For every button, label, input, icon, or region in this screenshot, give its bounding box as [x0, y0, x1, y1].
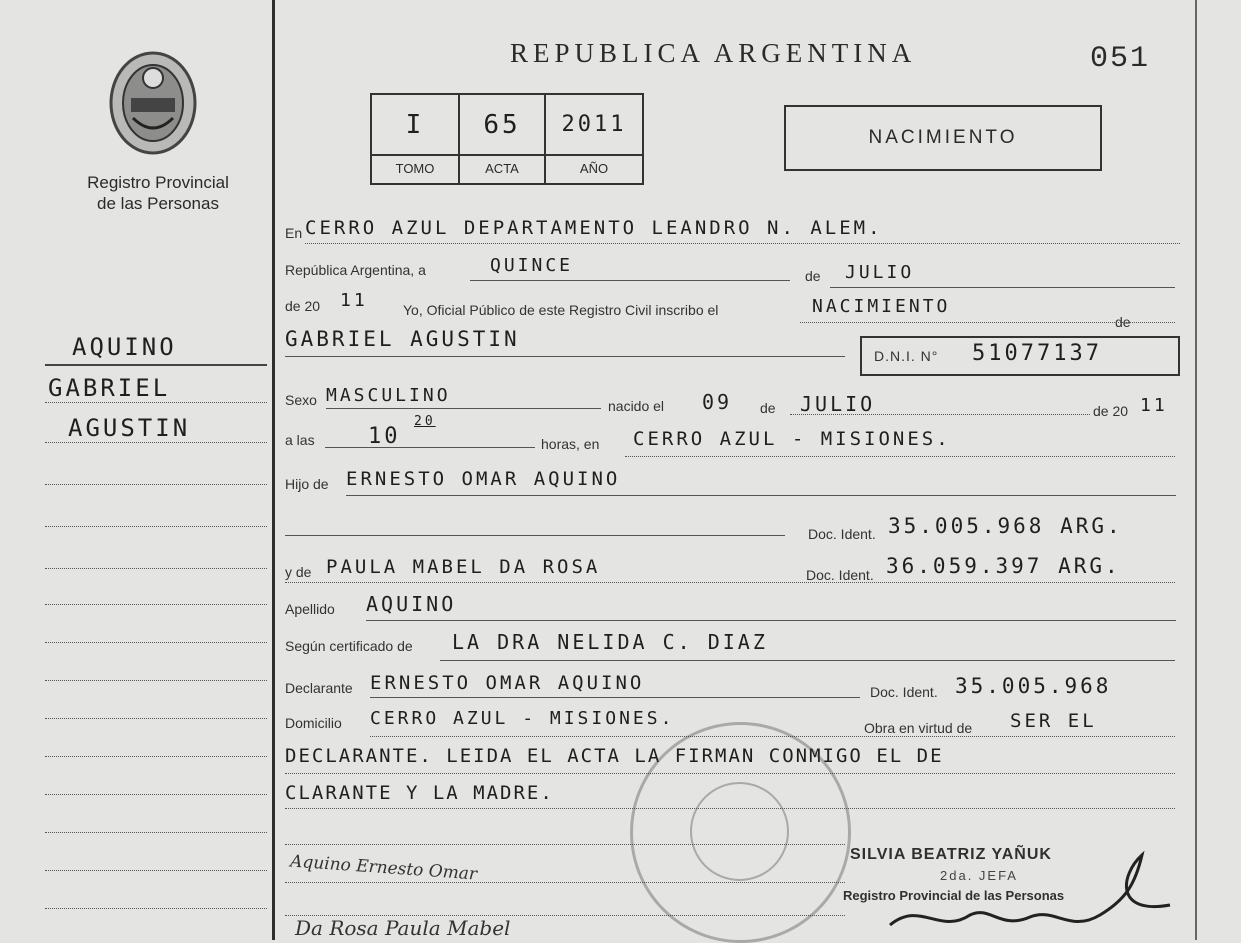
- obra-line-3: CLARANTE Y LA MADRE.: [285, 782, 554, 804]
- de20-label: de 20: [285, 298, 321, 314]
- margin-line: [45, 756, 267, 757]
- form-line: [790, 414, 1090, 415]
- anio-value: 2011: [546, 95, 642, 156]
- mother-signature: Da Rosa Paula Mabel: [295, 916, 511, 940]
- dni-label: D.N.I. N°: [874, 348, 939, 364]
- dni-box: [860, 336, 1180, 376]
- margin-line: [45, 484, 267, 485]
- birth-place: CERRO AZUL - MISIONES.: [633, 428, 951, 450]
- declarante-value: ERNESTO OMAR AQUINO: [370, 672, 645, 694]
- index-box: [370, 93, 644, 185]
- margin-surname: AQUINO: [72, 333, 177, 361]
- month-value: JULIO: [845, 262, 915, 283]
- form-line: [305, 243, 1180, 244]
- hour-value: 10: [368, 424, 401, 449]
- day-value: QUINCE: [490, 255, 574, 276]
- sexo-value: MASCULINO: [326, 385, 451, 406]
- mother-name: PAULA MABEL DA ROSA: [326, 556, 601, 578]
- form-line: [366, 620, 1176, 621]
- acta-value: 65: [460, 95, 546, 156]
- obra-line-2: DECLARANTE. LEIDA EL ACTA LA FIRMAN CONMIGO EL DE: [285, 745, 944, 767]
- republica-label: República Argentina, a: [285, 262, 426, 278]
- birth-month: JULIO: [800, 392, 876, 416]
- country-title: REPUBLICA ARGENTINA: [510, 38, 917, 68]
- year-value: 11: [340, 290, 368, 311]
- tomo-label: TOMO: [372, 156, 460, 183]
- form-line: [346, 495, 1176, 496]
- margin-rule: [45, 364, 267, 366]
- form-line: [370, 697, 860, 698]
- margin-line: [45, 832, 267, 833]
- officer-name: SILVIA BEATRIZ YAÑUK: [850, 846, 1052, 863]
- segun-label: Según certificado de: [285, 638, 413, 654]
- obra-label: Obra en virtud de: [864, 720, 973, 736]
- doc-label-2: Doc. Ident.: [806, 567, 874, 583]
- alas-label: a las: [285, 432, 315, 448]
- registry-line-1: Registro Provincial: [87, 173, 229, 192]
- domicilio-value: CERRO AZUL - MISIONES.: [370, 708, 675, 729]
- margin-line: [45, 526, 267, 527]
- minutes-value: 20: [414, 414, 436, 429]
- margin-given-name-2: AGUSTIN: [68, 414, 191, 442]
- de20-label-2: de 20: [1093, 403, 1129, 419]
- act-type-label: NACIMIENTO: [868, 127, 1018, 148]
- doc-label-3: Doc. Ident.: [870, 684, 938, 700]
- birth-year: 11: [1140, 395, 1168, 416]
- form-line: [326, 408, 601, 409]
- form-line: [440, 660, 1175, 661]
- father-name: ERNESTO OMAR AQUINO: [346, 468, 621, 490]
- doc-label: Doc. Ident.: [808, 526, 876, 542]
- hijo-label: Hijo de: [285, 476, 329, 492]
- officer-signature-icon: [880, 845, 1180, 940]
- margin-line: [45, 442, 267, 443]
- act-type-box: [784, 105, 1102, 171]
- domicilio-label: Domicilio: [285, 715, 342, 731]
- registry-line-2: de las Personas: [97, 194, 219, 213]
- apellido-label: Apellido: [285, 601, 335, 617]
- de-label: de: [805, 268, 821, 284]
- father-doc: 35.005.968 ARG.: [888, 514, 1123, 538]
- form-line: [285, 356, 845, 357]
- folio-number: 051: [1090, 42, 1151, 76]
- form-line: [830, 287, 1175, 288]
- margin-line: [45, 908, 267, 909]
- margin-line: [45, 794, 267, 795]
- apellido-value: AQUINO: [366, 592, 457, 616]
- coat-of-arms-icon: [103, 48, 203, 158]
- tomo-value: I: [372, 95, 460, 156]
- certificate-value: LA DRA NELIDA C. DIAZ: [452, 630, 768, 654]
- anio-label: AÑO: [579, 161, 609, 176]
- obra-line-1: SER EL: [1010, 710, 1097, 732]
- nacido-label: nacido el: [608, 398, 665, 414]
- form-line: [285, 582, 1175, 583]
- margin-line: [45, 718, 267, 719]
- birth-day: 09: [702, 390, 733, 414]
- form-line: [800, 322, 1175, 323]
- de-label-2: de: [1115, 314, 1131, 330]
- form-line: [470, 280, 790, 281]
- mother-doc: 36.059.397 ARG.: [886, 554, 1121, 578]
- acta-label: ACTA: [460, 156, 546, 183]
- margin-given-name-1: GABRIEL: [48, 374, 171, 402]
- yo-text: Yo, Oficial Público de este Registro Civil inscribo el: [403, 302, 719, 318]
- officer-role: 2da. JEFA: [940, 868, 1018, 883]
- page-edge: [1195, 0, 1197, 940]
- margin-line: [45, 642, 267, 643]
- form-line: [285, 535, 785, 536]
- margin-line: [45, 604, 267, 605]
- officer-office: Registro Provincial de las Personas: [843, 888, 1065, 903]
- father-signature: Aquino Ernesto Omar: [289, 851, 478, 885]
- registry-name: [58, 172, 258, 214]
- margin-line: [45, 568, 267, 569]
- yde-label: y de: [285, 564, 312, 580]
- margin-line: [45, 870, 267, 871]
- de-label-3: de: [760, 400, 776, 416]
- place-value: CERRO AZUL DEPARTAMENTO LEANDRO N. ALEM.: [305, 217, 883, 239]
- registry-round-seal-inner: [690, 782, 789, 881]
- dni-value: 51077137: [972, 341, 1102, 366]
- child-name: GABRIEL AGUSTIN: [285, 327, 520, 351]
- event-value: NACIMIENTO: [812, 296, 951, 317]
- declarante-label: Declarante: [285, 680, 353, 696]
- horas-label: horas, en: [541, 436, 600, 452]
- form-line: [625, 456, 1175, 457]
- declarante-doc: 35.005.968: [955, 674, 1112, 698]
- sexo-label: Sexo: [285, 392, 317, 408]
- en-label: En: [285, 225, 303, 241]
- margin-divider: [272, 0, 275, 940]
- form-line: [325, 447, 535, 448]
- margin-line: [45, 680, 267, 681]
- margin-line: [45, 402, 267, 403]
